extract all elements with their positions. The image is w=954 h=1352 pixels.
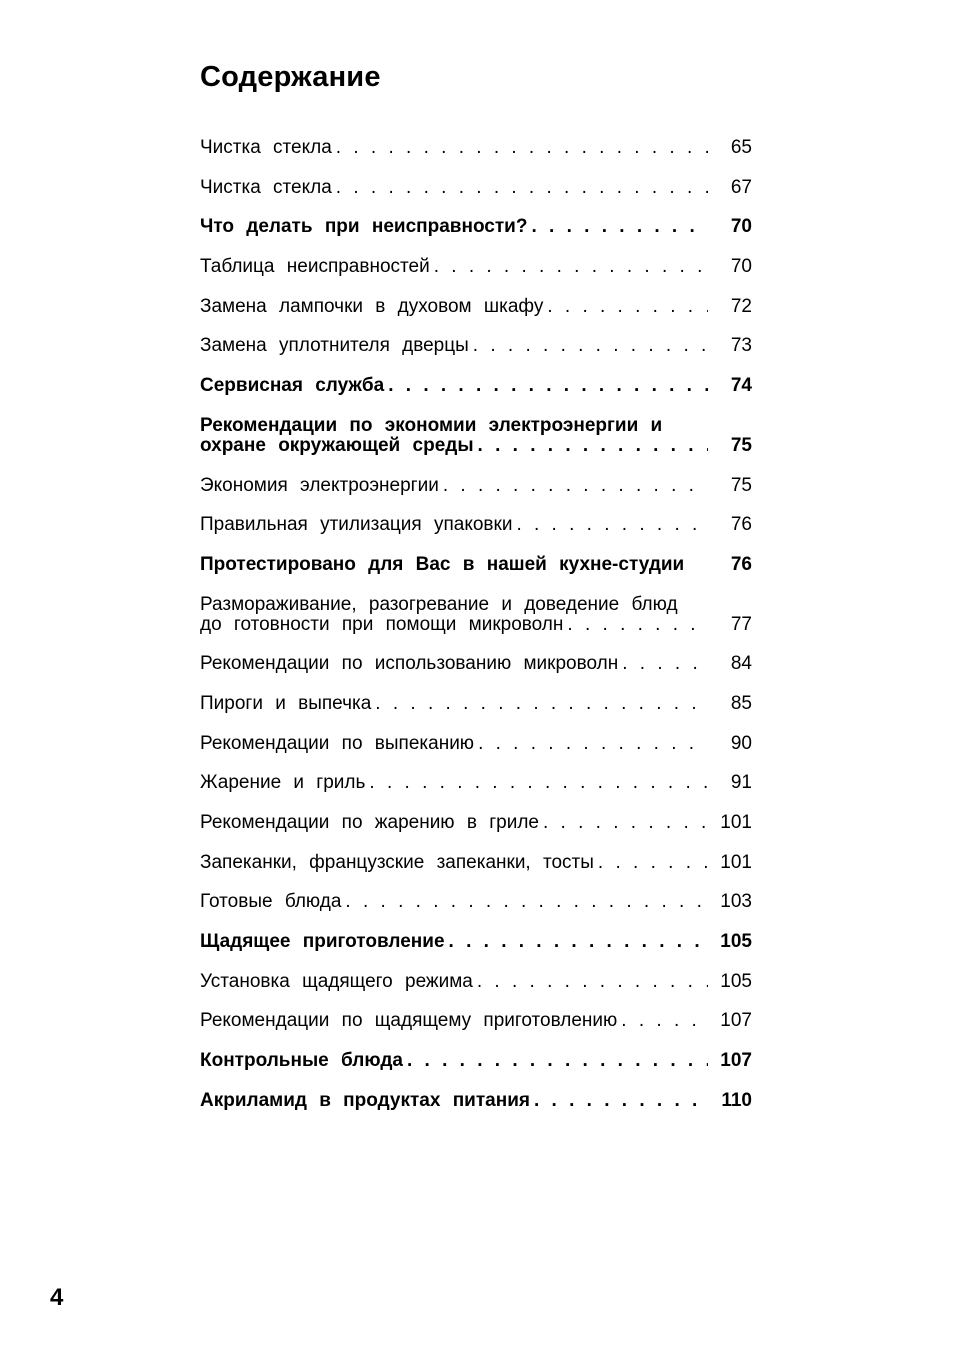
toc-entry-title-line: Что делать при неисправности?	[200, 217, 528, 238]
toc-entry	[200, 257, 752, 297]
toc-entry	[200, 694, 752, 734]
toc-entry-page: 70	[730, 256, 752, 278]
toc-entry-title	[200, 972, 718, 992]
dot-leader	[434, 257, 708, 277]
toc-entry-page: 75	[730, 434, 752, 456]
dot-leader	[449, 932, 708, 952]
toc-entry-page: 77	[730, 613, 752, 635]
toc-entry-page: 84	[730, 653, 752, 675]
dot-leader	[598, 853, 708, 873]
toc-entry	[200, 813, 752, 853]
toc-entry-title-line: Рекомендации по щадящему приготовлению	[200, 1011, 618, 1032]
toc-entry-title	[200, 138, 718, 158]
toc-entry-page: 105	[720, 931, 752, 953]
dot-leader	[369, 773, 708, 793]
toc-entry-title	[200, 555, 718, 575]
toc-entry-title	[200, 336, 718, 356]
toc-entry-title-line: Пироги и выпечка	[200, 693, 372, 714]
toc-entry	[200, 892, 752, 932]
toc-entry-page: 105	[720, 970, 752, 992]
dot-leader	[375, 694, 708, 714]
toc-entry	[200, 297, 752, 337]
toc-entry-title	[200, 416, 718, 456]
toc-entry-title-line: Протестировано для Вас в нашей кухне-студии	[200, 554, 685, 575]
toc-entry	[200, 734, 752, 774]
toc-entry	[200, 654, 752, 694]
toc-entry-title-line: Замена лампочки в духовом шкафу	[200, 296, 544, 317]
dot-leader	[534, 1091, 708, 1111]
toc-entry-page: 72	[730, 295, 752, 317]
dot-leader	[567, 615, 708, 635]
toc-entry	[200, 515, 752, 555]
toc-entry-title	[200, 515, 718, 535]
toc-entry-page: 76	[730, 514, 752, 536]
toc-entry-title-line: Чистка стекла	[200, 138, 332, 158]
toc-entry	[200, 178, 752, 218]
toc-entry-title-line: Рекомендации по жарению в гриле	[200, 813, 539, 833]
toc-entry-page: 75	[730, 474, 752, 496]
toc-entry-page: 73	[730, 335, 752, 357]
page-title: Содержание	[200, 61, 381, 93]
toc-entry-title-line: Таблица неисправностей	[200, 257, 430, 278]
toc-entry	[200, 932, 752, 972]
toc-entry-page: 85	[730, 692, 752, 714]
toc-entry	[200, 376, 752, 416]
toc-entry-page: 67	[730, 176, 752, 198]
toc-entry	[200, 1091, 752, 1131]
toc-entry-title	[200, 1091, 718, 1111]
toc-entry-title	[200, 595, 718, 635]
toc-entry-title-line: охране окружающей среды	[200, 434, 474, 456]
toc-entry-title	[200, 932, 718, 952]
dot-leader	[443, 476, 708, 496]
toc-entry-title-line: Чистка стекла	[200, 177, 332, 198]
toc-entry-page: 101	[720, 812, 752, 833]
toc-entry-title	[200, 257, 718, 277]
dot-leader	[473, 336, 708, 356]
toc-entry-title-line: Размораживание, разогревание и доведение блюд	[200, 594, 678, 615]
toc-entry-title	[200, 654, 718, 674]
toc-entry-title-line: Экономия электроэнергии	[200, 475, 439, 496]
dot-leader	[336, 178, 708, 198]
toc-entry	[200, 1011, 752, 1051]
toc-entry-page: 70	[730, 216, 752, 238]
toc-entry-page: 91	[730, 772, 752, 794]
toc-entry-page: 90	[730, 732, 752, 754]
toc-entry	[200, 595, 752, 655]
toc-entry-title-line: Рекомендации по экономии электроэнергии и	[200, 415, 663, 436]
toc-entry-title	[200, 892, 718, 912]
toc-entry	[200, 336, 752, 376]
toc-entry-title-line: Сервисная служба	[200, 376, 385, 397]
toc-entry-page: 101	[720, 851, 752, 873]
toc-entry-title	[200, 813, 718, 833]
toc-entry	[200, 217, 752, 257]
dot-leader	[478, 436, 708, 456]
dot-leader	[407, 1051, 708, 1071]
toc-entry-page: 103	[720, 891, 752, 913]
toc-entry-title	[200, 476, 718, 496]
toc-entry-title	[200, 1011, 718, 1031]
dot-leader	[547, 297, 708, 317]
dot-leader	[388, 376, 708, 396]
table-of-contents	[200, 138, 752, 1131]
page-number: 4	[50, 1284, 64, 1311]
toc-entry-page: 74	[730, 375, 752, 397]
toc-entry-title-line: Рекомендации по использованию микроволн	[200, 654, 619, 675]
toc-entry-title-line: Рекомендации по выпеканию	[200, 733, 475, 754]
toc-entry-title-line: Жарение и гриль	[200, 773, 366, 794]
toc-entry-title-line: Акриламид в продуктах питания	[200, 1090, 530, 1111]
toc-entry	[200, 853, 752, 893]
toc-entry	[200, 773, 752, 813]
dot-leader	[478, 734, 708, 754]
toc-entry-title	[200, 297, 718, 317]
toc-entry-title	[200, 853, 718, 873]
dot-leader	[531, 217, 708, 237]
toc-entry-title	[200, 694, 718, 714]
toc-entry-title-line: до готовности при помощи микроволн	[200, 613, 564, 635]
toc-entry-title-line: Готовые блюда	[200, 892, 342, 913]
toc-entry-title	[200, 217, 718, 237]
toc-entry	[200, 476, 752, 516]
toc-entry	[200, 1051, 752, 1091]
toc-entry-title	[200, 1051, 718, 1071]
toc-entry-page: 107	[720, 1050, 752, 1072]
toc-entry-title-line: Установка щадящего режима	[200, 971, 473, 992]
toc-entry-page: 76	[730, 553, 752, 575]
dot-leader	[622, 654, 708, 674]
dot-leader	[543, 813, 708, 833]
toc-entry-page: 65	[730, 137, 752, 158]
dot-leader	[345, 892, 708, 912]
toc-entry-title-line: Правильная утилизация упаковки	[200, 515, 513, 536]
toc-entry-title-line: Щадящее приготовление	[200, 932, 445, 953]
dot-leader	[621, 1011, 708, 1031]
toc-entry-title	[200, 178, 718, 198]
toc-entry-page: 110	[721, 1089, 752, 1111]
toc-entry-page: 107	[720, 1010, 752, 1032]
dot-leader	[477, 972, 708, 992]
toc-entry	[200, 138, 752, 178]
toc-entry	[200, 972, 752, 1012]
toc-entry-title-line: Замена уплотнителя дверцы	[200, 336, 469, 357]
toc-entry	[200, 555, 752, 595]
toc-entry	[200, 416, 752, 476]
dot-leader	[336, 138, 708, 158]
toc-entry-title	[200, 376, 718, 396]
toc-entry-title	[200, 773, 718, 793]
toc-entry-title-line: Контрольные блюда	[200, 1051, 403, 1072]
dot-leader	[516, 515, 708, 535]
toc-entry-title-line: Запеканки, французские запеканки, тосты	[200, 852, 594, 873]
toc-entry-title	[200, 734, 718, 754]
